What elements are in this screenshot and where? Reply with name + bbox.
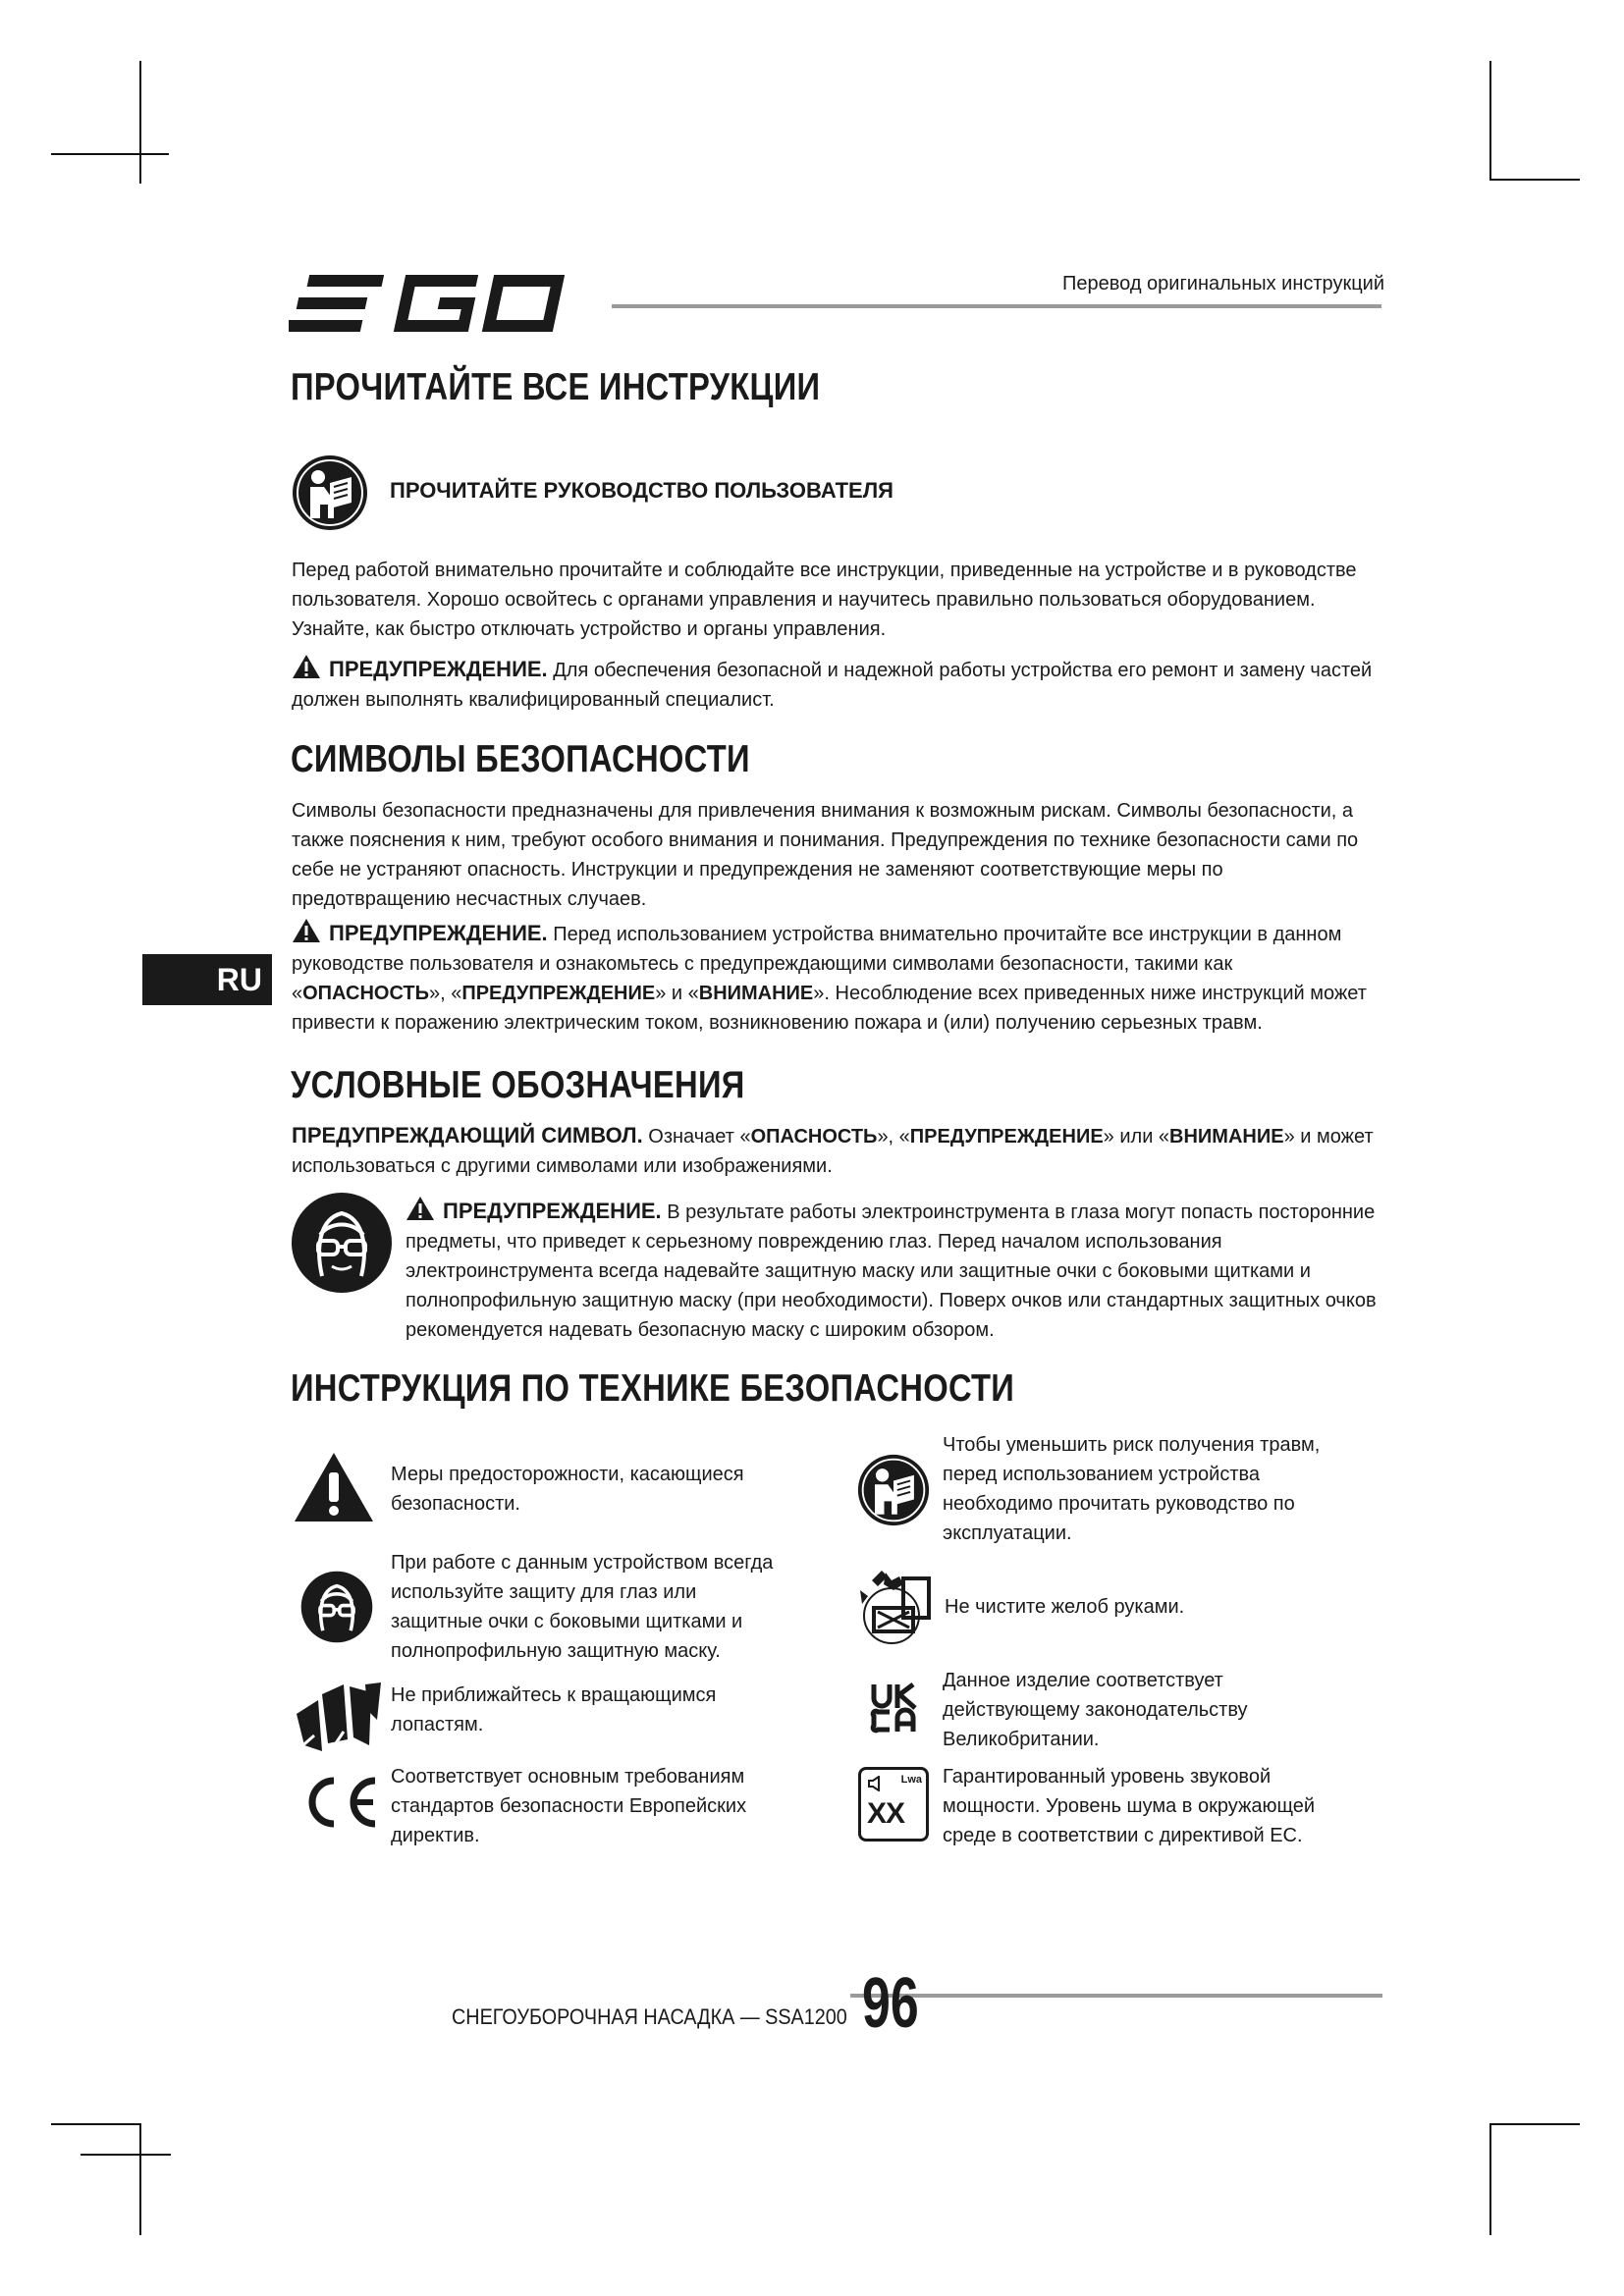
section-title-symbols: СИМВОЛЫ БЕЗОПАСНОСТИ: [291, 738, 750, 780]
symbols-paragraph: Символы безопасности предназначены для привлечения внимания к возможным рискам. Символы безопасности, а также пояснения к ним, требуют особого внимания и понимания. Предупреждения по технике безопасности сами по себе не устраняют опасность. Инструкции и предупреждения не заменяют соответствующие меры по предотвращению несчастных случаев.: [292, 800, 1359, 910]
ukca-mark-icon: [870, 1681, 921, 1735]
crop-mark: [51, 153, 169, 155]
crop-mark: [1489, 2123, 1491, 2235]
language-tab: [142, 954, 272, 1005]
crop-mark: [139, 2123, 141, 2235]
sound-unit-label: Lwa: [900, 1774, 922, 1786]
symbols-warning: [292, 918, 1381, 1038]
sound-power-icon: [858, 1767, 929, 1842]
warning-label: ПРЕДУПРЕЖДЕНИЕ.: [329, 921, 548, 945]
footer-rule: [850, 1994, 1382, 1998]
crop-mark: [1489, 2123, 1580, 2125]
brand-logo: [289, 271, 583, 336]
separator: », «: [428, 983, 462, 1004]
language-tab-label: RU: [216, 962, 262, 997]
crop-mark: [1489, 179, 1580, 181]
section-title-read-all: ПРОЧИТАЙТЕ ВСЕ ИНСТРУКЦИИ: [291, 366, 821, 408]
safety-item-text: Соответствует основным требованиям стандартов безопасности Европейских директив.: [391, 1766, 747, 1846]
danger-word: ОПАСНОСТЬ: [302, 983, 429, 1004]
safety-item-text: Гарантированный уровень звуковой мощности. Уровень шума в окружающей среде в соответствии с директивой ЕС.: [943, 1766, 1315, 1846]
warning-text: Перед использованием устройства внимательно прочитайте все инструкции в данном руководстве пользователя и ознакомьтесь с предупреждающими символами безопасности, такими как «: [292, 924, 1342, 1004]
separator: » и «: [655, 983, 699, 1004]
eye-warning: [406, 1196, 1378, 1345]
read-all-paragraph: Перед работой внимательно прочитайте и соблюдайте все инструкции, приведенные на устройстве и в руководстве пользователя. Хорошо освойтесь с органами управления и научитесь правильно пользоваться оборудованием. Узнайте, как быстро отключать устройство и органы управления.: [292, 560, 1357, 640]
safety-item-text: Не чистите желоб руками.: [945, 1596, 1185, 1618]
header-rule: [612, 304, 1381, 308]
no-hands-chute-icon: [852, 1561, 941, 1649]
eye-protection-icon: [300, 1571, 373, 1643]
safety-item-text: При работе с данным устройством всегда используйте защиту для глаз или защитные очки с боковыми щитками и полнопрофильную защитную маску.: [391, 1552, 774, 1662]
warning-word: ПРЕДУПРЕЖДЕНИЕ: [909, 1126, 1104, 1148]
separator: » или «: [1103, 1126, 1170, 1148]
section-title-conventions: УСЛОВНЫЕ ОБОЗНАЧЕНИЯ: [291, 1064, 745, 1106]
crop-mark: [51, 2123, 139, 2125]
crop-mark: [1489, 61, 1491, 179]
warning-label: ПРЕДУПРЕЖДЕНИЕ.: [329, 657, 548, 681]
header-subtitle: Перевод оригинальных инструкций: [982, 273, 1384, 295]
read-manual-icon: [291, 454, 369, 532]
warning-text: В результате работы электроинструмента в глаза могут попасть посторонние предметы, что приведет к серьезному повреждению глаз. Перед началом использования электроинструмента всегда надевайте защитную маску или защитные очки с боковыми щитками и полнопрофильную защитную маску (при необходимости). Поверх очков или стандартных защитных очков рекомендуется надевать безопасную маску с широким обзором.: [406, 1201, 1377, 1341]
caution-word: ВНИМАНИЕ: [1169, 1126, 1284, 1148]
read-manual-icon: [856, 1453, 931, 1527]
alert-triangle-icon: [293, 1451, 375, 1523]
warning-triangle-icon: [406, 1196, 435, 1221]
warning-word: ПРЕДУПРЕЖДЕНИЕ: [461, 983, 656, 1004]
sound-level-label: XX: [867, 1797, 905, 1830]
safety-item-text: Данное изделие соответствует действующему законодательству Великобритании.: [943, 1670, 1248, 1750]
rotating-blades-icon: [293, 1681, 385, 1755]
warning-text-end: ». Несоблюдение всех приведенных ниже инструкций может привести к поражению электрическим током, возникновению пожара и (или) получению серьезных травм.: [292, 983, 1367, 1034]
symbol-label: ПРЕДУПРЕЖДАЮЩИЙ СИМВОЛ.: [292, 1123, 643, 1148]
warning-text: Для обеспечения безопасной и надежной работы устройства его ремонт и замену частей должен выполнять квалифицированный специалист.: [292, 660, 1373, 711]
read-all-warning: [292, 654, 1381, 715]
warning-triangle-icon: [292, 918, 321, 943]
warning-label: ПРЕДУПРЕЖДЕНИЕ.: [443, 1199, 662, 1223]
caution-word: ВНИМАНИЕ: [698, 983, 814, 1004]
ce-mark-icon: [298, 1775, 381, 1830]
page-number: 96: [862, 1964, 919, 2043]
crop-mark: [81, 2154, 171, 2156]
separator: », «: [877, 1126, 910, 1148]
safety-item-text: Не приближайтесь к вращающимся лопастям.: [391, 1684, 717, 1735]
section-title-safety: ИНСТРУКЦИЯ ПО ТЕХНИКЕ БЕЗОПАСНОСТИ: [291, 1367, 1015, 1410]
eye-protection-icon: [291, 1192, 393, 1294]
conventions-paragraph: [292, 1121, 1381, 1181]
crop-mark: [139, 61, 141, 184]
read-manual-label: ПРОЧИТАЙТЕ РУКОВОДСТВО ПОЛЬЗОВАТЕЛЯ: [390, 478, 893, 503]
danger-word: ОПАСНОСТЬ: [750, 1126, 878, 1148]
footer-product: СНЕГОУБОРОЧНАЯ НАСАДКА — SSA1200: [452, 2004, 847, 2029]
symbol-text-end: » и может использоваться с другими символами или изображениями.: [292, 1126, 1374, 1177]
safety-item-text: Меры предосторожности, касающиеся безопасности.: [391, 1464, 744, 1515]
safety-item-text: Чтобы уменьшить риск получения травм, перед использованием устройства необходимо прочитать руководство по эксплуатации.: [943, 1434, 1321, 1544]
symbol-text: Означает «: [642, 1126, 751, 1148]
warning-triangle-icon: [292, 654, 321, 679]
